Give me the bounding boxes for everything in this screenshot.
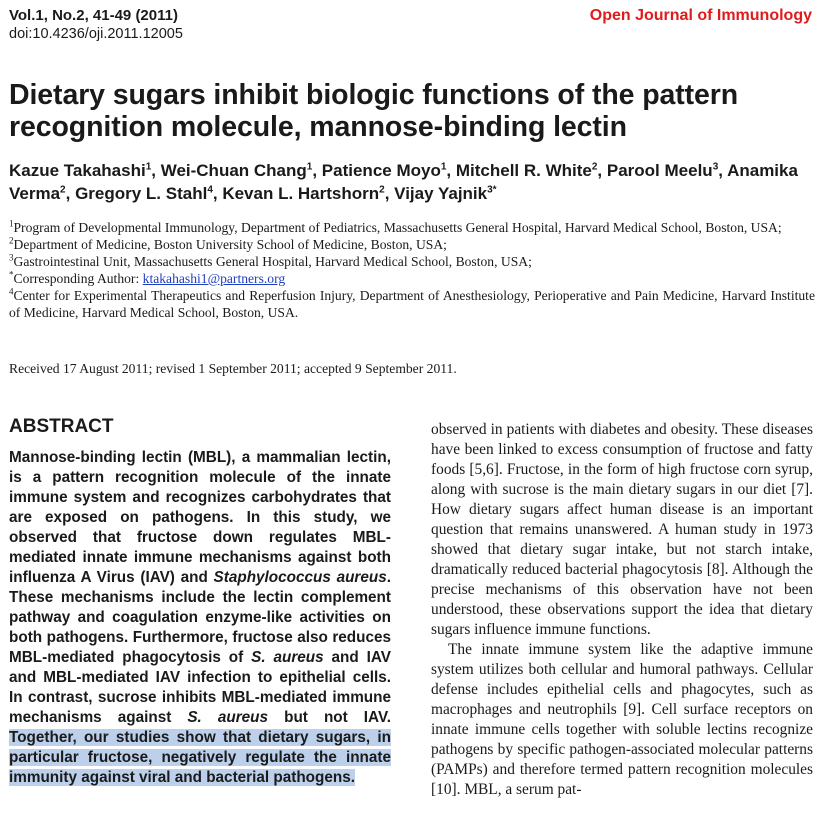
author-affiliation-marker: 4 <box>207 184 213 196</box>
affiliation-marker: 3 <box>9 252 14 263</box>
author-affiliation-marker: 2 <box>379 184 385 196</box>
received-dates: Received 17 August 2011; revised 1 September 2011; accepted 9 September 2011. <box>9 361 457 376</box>
author <box>607 161 718 180</box>
corresponding-author <box>9 270 815 287</box>
highlighted-text[interactable]: Together, our studies show that dietary sugars, in particular fructose, negatively regulate the innate immunity against viral and bacterial pathogens. <box>9 729 391 786</box>
author-affiliation-marker: 1 <box>440 161 447 173</box>
author-name: Patience Moyo <box>321 161 441 180</box>
corresponding-label: Corresponding Author: <box>13 271 143 286</box>
affiliation-text: Gastrointestinal Unit, Massachusetts General Hospital, Harvard Medical School, Boston, USA; <box>13 254 532 269</box>
affiliations <box>9 219 815 321</box>
affiliation-marker: 1 <box>9 218 14 229</box>
author <box>394 184 496 203</box>
author-name: Wei-Chuan Chang <box>160 161 307 180</box>
affiliation-text: Program of Developmental Immunology, Department of Pediatrics, Massachusetts General Hospital, Harvard Medical School, Boston, USA; <box>13 220 782 235</box>
abstract-segment: but not IAV. <box>268 709 391 726</box>
affiliation-2 <box>9 236 815 253</box>
author-name: Anamika Verma <box>9 161 798 203</box>
author-name: Parool Meelu <box>606 161 713 180</box>
abstract-heading: ABSTRACT <box>9 416 114 437</box>
author-affiliation-marker: 2 <box>60 184 66 196</box>
volume-info: Vol.1, No.2, 41-49 (2011) <box>9 7 178 24</box>
abstract-segment: and IAV and MBL-mediated IAV infection to epithelial cells. In contrast, sucrose inhibits MBL-mediated immune mechanisms against <box>9 649 391 726</box>
affiliation-1 <box>9 219 815 236</box>
affiliation-marker: 4 <box>9 286 14 297</box>
author <box>322 161 447 180</box>
body-column <box>431 420 813 800</box>
author <box>456 161 598 180</box>
author-affiliation-marker: 1 <box>306 161 313 173</box>
affiliation-text: Department of Medicine, Boston University School of Medicine, Boston, USA; <box>13 237 447 252</box>
author <box>75 184 213 203</box>
affiliation-3 <box>9 253 815 270</box>
affiliation-4 <box>9 287 815 321</box>
author-affiliation-marker: 3* <box>487 184 497 196</box>
abstract-italic: Staphylococcus aureus <box>213 569 387 586</box>
author-name: Kazue Takahashi <box>9 161 146 180</box>
author-affiliation-marker: 1 <box>145 161 152 173</box>
affiliation-marker: 2 <box>9 235 14 246</box>
abstract-italic: S. aureus <box>187 709 269 726</box>
corresponding-email-link[interactable]: ktakahashi1@partners.org <box>142 271 286 286</box>
author-list: Kazue Takahashi$^1$, Wei-Chuan Chang$^1$, Patience Moyo$^1$, Mitchell R. White$^2$, Parool Meelu$^3$, Anamika Verma$^2$, Gregory L. Stahl$^4$, Kevan L. Hartshorn$^2$, Vijay Yajnik$^{3*}$ <box>9 161 798 203</box>
author-affiliation-marker: 3 <box>712 161 719 173</box>
affiliation-marker: * <box>9 269 14 280</box>
author-name: Kevan L. Hartshorn <box>222 184 380 203</box>
author-name: Gregory L. Stahl <box>75 184 208 203</box>
author-name: Mitchell R. White <box>455 161 592 180</box>
body-paragraph-1: observed in patients with diabetes and obesity. These diseases have been linked to excess consumption of fructose and fatty foods [5,6]. Fructose, in the form of high fructose corn syrup, along with sucrose is the main dietary sugars in our diet [7]. How dietary sugars affect human disease is an important question that remains unanswered. A human study in 1973 showed that dietary sugar intake, but not starch intake, dramatically reduced bacterial phagocytosis [8]. Although the precise mechanisms of this observation have not been understood, these observations support the idea that dietary sugars influence immune functions. <box>431 421 813 638</box>
abstract-italic: S. aureus <box>251 649 324 666</box>
author-name: Vijay Yajnik <box>394 184 488 203</box>
doi: doi:10.4236/oji.2011.12005 <box>9 26 183 42</box>
author <box>9 161 151 180</box>
abstract-segment: Mannose-binding lectin (MBL), a mammalian lectin, is a pattern recognition molecule of the innate immune system and recognizes carbohydrates that are exposed on pathogens. In this study, we observed that fructose down regulates MBL-mediated innate immune mechanisms against both influenza A Virus (IAV) and <box>9 449 391 586</box>
author <box>222 184 384 203</box>
journal-name: Open Journal of Immunology <box>589 7 812 24</box>
author <box>161 161 313 180</box>
abstract-text <box>9 448 391 788</box>
paper-title: Dietary sugars inhibit biologic functions of the pattern recognition molecule, mannose-binding lectin <box>9 79 739 143</box>
affiliation-text: Center for Experimental Therapeutics and Reperfusion Injury, Department of Anesthesiology, Perioperative and Pain Medicine, Harvard Institute of Medicine, Harvard Medical School, Boston, USA. <box>9 288 815 320</box>
abstract-segment: . These mechanisms include the lectin complement pathway and coagulation enzyme-like activities on both pathogens. Furthermore, fructose also reduces MBL-mediated phagocytosis of <box>9 569 391 666</box>
body-paragraph-2: The innate immune system like the adaptive immune system utilizes both cellular and humoral pathways. Cellular defense includes epithelial cells and phagocytes, such as macrophages and neutrophils [9]. Cell surface receptors on innate immune cells together with soluble lectins recognize pathogens by specific pathogen-associated molecular patterns (PAMPs) and therefore termed pattern recognition molecules [10]. MBL, a serum pat- <box>431 641 813 798</box>
author-affiliation-marker: 2 <box>591 161 598 173</box>
